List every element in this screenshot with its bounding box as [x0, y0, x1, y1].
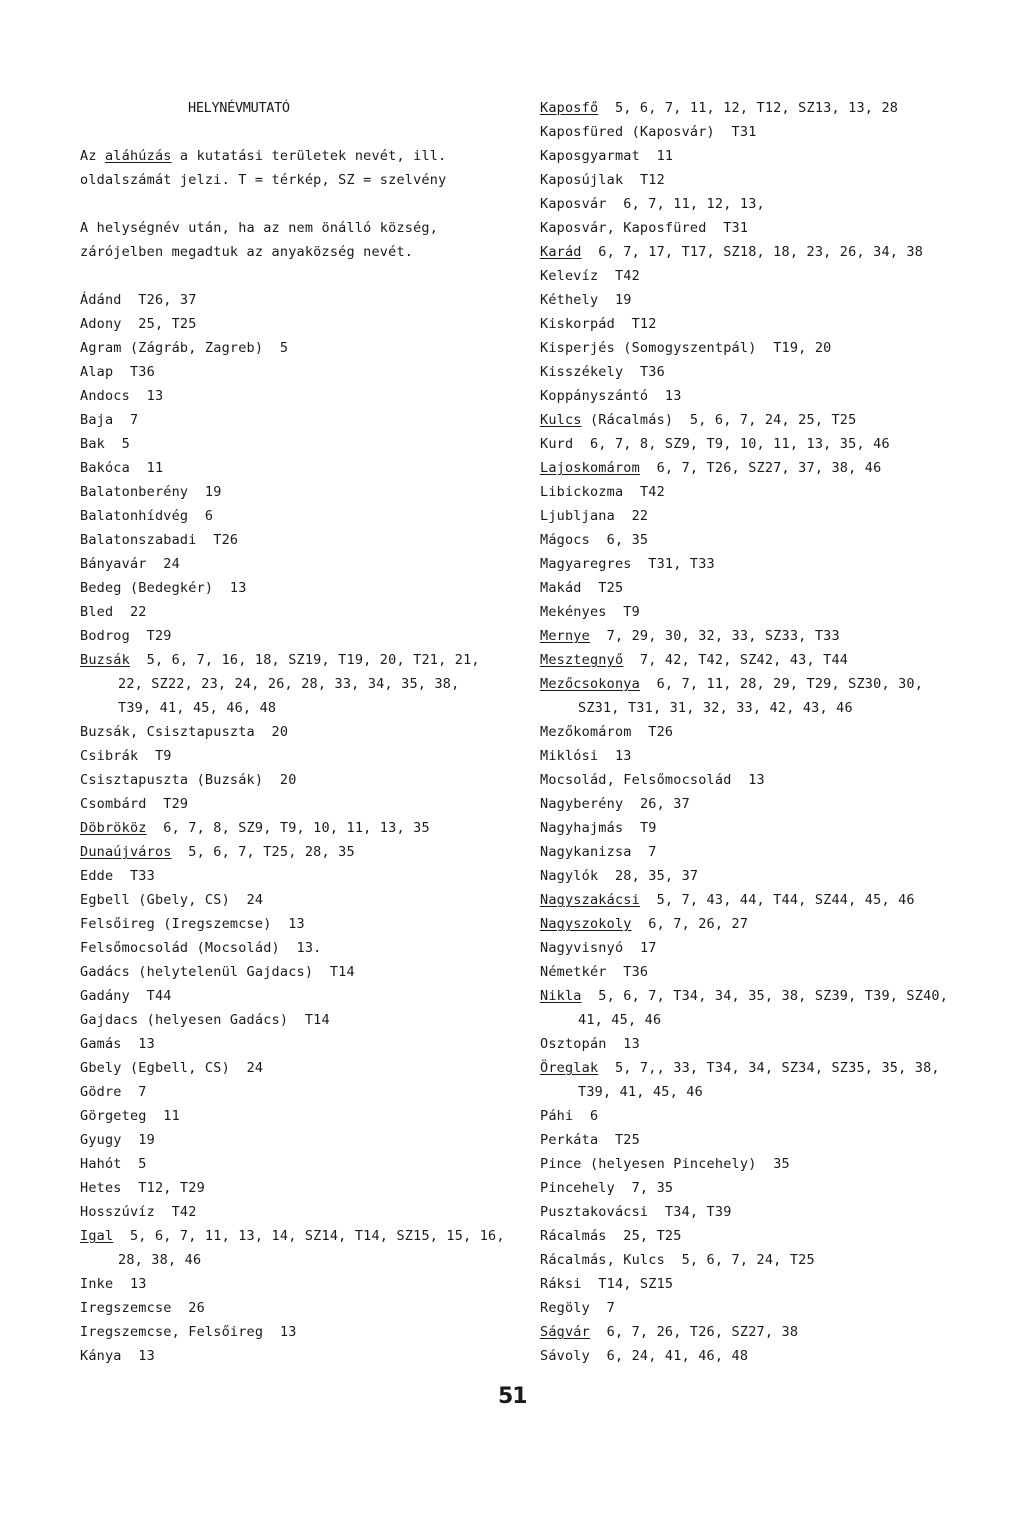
entry-references: 7 [138, 1084, 147, 1100]
index-entry [80, 504, 520, 528]
entry-references: T36 [639, 364, 665, 380]
entry-references: 6, 7, 17, T17, SZ18, 18, 23, 26, 34, 38 [598, 244, 924, 260]
index-entry [80, 1200, 520, 1224]
entry-references: 5, 6, 7, 24, 25, T25 [689, 412, 857, 428]
entry-continuation: 28, 38, 46 [118, 1252, 202, 1268]
entry-references: 7, 35 [631, 1180, 674, 1196]
entry-references: 5 [138, 1156, 147, 1172]
index-entry [80, 1344, 520, 1368]
index-entry [540, 552, 1010, 576]
entry-references: 19 [204, 484, 222, 500]
entry-name: Hahót [80, 1156, 122, 1172]
entry-references: T34, T39 [664, 1204, 732, 1220]
index-entry [540, 1128, 1010, 1152]
index-entry [80, 864, 520, 888]
index-entry [540, 1032, 1010, 1056]
entry-references: T31 [723, 220, 749, 236]
index-entry [540, 1320, 1010, 1344]
right-column [540, 96, 1010, 1368]
entry-name: Karád [540, 244, 582, 260]
entry-references: T14, SZ15 [598, 1276, 674, 1292]
index-entry [540, 864, 1010, 888]
index-entry [80, 1320, 520, 1344]
index-entry [540, 504, 1010, 528]
entry-references: 6, 35 [606, 532, 649, 548]
index-entry [80, 1032, 520, 1056]
index-entry [540, 1152, 1010, 1176]
entry-references: T33 [129, 868, 155, 884]
entry-references: 6, 7, 8, SZ9, T9, 10, 11, 13, 35, 46 [589, 436, 890, 452]
entry-name: Rácalmás, Kulcs [540, 1252, 665, 1268]
entry-name: Magyaregres [540, 556, 632, 572]
index-entry [540, 720, 1010, 744]
entry-references: 26, 37 [639, 796, 690, 812]
entry-name: Gadány [80, 988, 130, 1004]
entry-references: 5, 6, 7, 16, 18, SZ19, T19, 20, T21, 21, [146, 652, 480, 668]
entry-name: Iregszemcse, Felsőireg [80, 1324, 264, 1340]
entry-name: Koppányszántó [540, 388, 649, 404]
entry-name: Kaposvár, Kaposfüred [540, 220, 707, 236]
entry-name: Nagyszokoly [540, 916, 632, 932]
entry-references: 5, 6, 7, T25, 28, 35 [188, 844, 355, 860]
intro-line-3: A helységnév után, ha az nem önálló község, [80, 220, 439, 236]
entry-references: 6, 7, 8, SZ9, T9, 10, 11, 13, 35 [163, 820, 430, 836]
index-entry [540, 288, 1010, 312]
entry-name: Kelevíz [540, 268, 599, 284]
entry-references: 11 [146, 460, 164, 476]
index-entry [540, 816, 1010, 840]
index-entry [80, 1296, 520, 1320]
entry-references: 13 [229, 580, 247, 596]
entry-name: Nagyberény [540, 796, 624, 812]
entry-references: T29 [146, 628, 172, 644]
entry-name: Kaposújlak [540, 172, 624, 188]
index-entry [80, 288, 520, 312]
index-entry [540, 432, 1010, 456]
entry-references: 13 [279, 1324, 297, 1340]
entry-references: 20 [271, 724, 289, 740]
entry-name: Inke [80, 1276, 114, 1292]
entry-continuation: SZ31, T31, 31, 32, 33, 42, 43, 46 [578, 700, 853, 716]
index-entry [540, 96, 1010, 120]
entry-name: Balatonberény [80, 484, 189, 500]
entry-references: 13 [288, 916, 305, 932]
entry-references: 5, 6, 7, 11, 13, 14, SZ14, T14, SZ15, 15, 16, [129, 1228, 505, 1244]
page-number: 51 [498, 1384, 527, 1409]
index-entry [80, 1224, 520, 1248]
index-entry [540, 1248, 1010, 1272]
entry-references: T26 [648, 724, 674, 740]
entry-name: Mesztegnyő [540, 652, 624, 668]
entry-references: T29 [163, 796, 189, 812]
entry-name: Hetes [80, 1180, 122, 1196]
spacer [80, 264, 520, 288]
entry-references: 11 [163, 1108, 180, 1124]
entry-name: Gajdacs (helyesen Gadács) [80, 1012, 289, 1028]
entry-name: Ádánd [80, 292, 122, 308]
entry-references: T44 [146, 988, 172, 1004]
entry-references: 6, 7, 26, 27 [648, 916, 749, 932]
index-entry [540, 648, 1010, 672]
entry-references: 6 [589, 1108, 599, 1124]
entry-references: 6, 7, T26, SZ27, 37, 38, 46 [656, 460, 882, 476]
entry-name: Sávoly [540, 1348, 590, 1364]
index-entry [80, 456, 520, 480]
entry-name: Libickozma [540, 484, 624, 500]
index-entry [80, 600, 520, 624]
entry-name: Pincehely [540, 1180, 615, 1196]
index-entry [80, 1056, 520, 1080]
entry-name: Ráksi [540, 1276, 582, 1292]
index-entry [80, 840, 520, 864]
index-entry [80, 528, 520, 552]
entry-name: Edde [80, 868, 114, 884]
entry-references: 13 [138, 1036, 155, 1052]
entry-references: T42 [639, 484, 665, 500]
entry-references: 13 [614, 748, 632, 764]
entry-references: 24 [246, 892, 264, 908]
index-entry [540, 120, 1010, 144]
entry-name: Felsőmocsolád (Mocsolád) [80, 940, 280, 956]
index-entry [540, 528, 1010, 552]
entry-references: T9 [623, 604, 640, 620]
entry-name: Kánya [80, 1348, 122, 1364]
entry-references: 13 [623, 1036, 640, 1052]
intro-text: Az [80, 148, 105, 164]
index-entry [80, 816, 520, 840]
entry-name: Kéthely [540, 292, 599, 308]
index-entry [540, 264, 1010, 288]
index-entry [540, 168, 1010, 192]
index-entry [540, 1272, 1010, 1296]
entry-references: 5, 7, 43, 44, T44, SZ44, 45, 46 [656, 892, 915, 908]
entry-name: Rácalmás [540, 1228, 607, 1244]
index-entry [540, 456, 1010, 480]
index-entry [540, 624, 1010, 648]
entry-name: Balatonszabadi [80, 532, 197, 548]
entry-name: Bányavár [80, 556, 147, 572]
index-entry [80, 576, 520, 600]
entry-references: 13 [748, 772, 765, 788]
entry-references: 22 [631, 508, 649, 524]
right-index-list [540, 96, 1010, 1368]
index-entry [540, 792, 1010, 816]
index-entry [540, 1224, 1010, 1248]
entry-references: T14 [304, 1012, 330, 1028]
entry-name: Bakóca [80, 460, 130, 476]
entry-name: Bled [80, 604, 114, 620]
entry-references: T26, 37 [138, 292, 197, 308]
entry-name: Dunaújváros [80, 844, 172, 860]
entry-references: 6, 7, 26, T26, SZ27, 38 [606, 1324, 799, 1340]
entry-name: Kaposfő [540, 100, 599, 116]
entry-name: Balatonhídvég [80, 508, 189, 524]
spacer [80, 120, 520, 144]
intro-line-4: zárójelben megadtuk az anyaközség nevét. [80, 244, 414, 260]
index-entry [540, 912, 1010, 936]
entry-references: T9 [639, 820, 657, 836]
index-entry [80, 552, 520, 576]
entry-name: Bedeg (Bedegkér) [80, 580, 214, 596]
index-entry [540, 312, 1010, 336]
entry-name: Alap [80, 364, 114, 380]
entry-name: Kaposfüred (Kaposvár) [540, 124, 715, 140]
entry-references: 13 [146, 388, 164, 404]
entry-name: Csombárd [80, 796, 147, 812]
intro-line-1 [80, 144, 520, 168]
entry-references: 7, 42, T42, SZ42, 43, T44 [639, 652, 849, 668]
index-entry [540, 1344, 1010, 1368]
entry-name: Hosszúvíz [80, 1204, 155, 1220]
index-entry [540, 1056, 1010, 1080]
entry-references: T42 [171, 1204, 197, 1220]
entry-name: Gödre [80, 1084, 122, 1100]
index-entry [80, 960, 520, 984]
index-entry [80, 384, 520, 408]
entry-name: Kaposgyarmat [540, 148, 640, 164]
index-entry [540, 384, 1010, 408]
entry-name: Gamás [80, 1036, 122, 1052]
entry-references: T9 [154, 748, 172, 764]
index-entry [80, 312, 520, 336]
index-entry [540, 888, 1010, 912]
index-entry [540, 1200, 1010, 1224]
entry-references: T42 [614, 268, 640, 284]
index-entry [80, 360, 520, 384]
index-entry [540, 672, 1010, 696]
entry-references: T31, T33 [648, 556, 715, 572]
entry-references: 6 [204, 508, 214, 524]
entry-name: Mezőkomárom [540, 724, 632, 740]
entry-references: T31 [731, 124, 757, 140]
entry-references: 6, 7, 11, 12, 13, [623, 196, 765, 212]
entry-references: 24 [246, 1060, 264, 1076]
entry-references: 17 [639, 940, 657, 956]
entry-references: 11 [656, 148, 674, 164]
index-entry [80, 792, 520, 816]
entry-name: Miklósi [540, 748, 599, 764]
index-entry [80, 1008, 520, 1032]
left-index-list [80, 288, 520, 1368]
entry-name: Regöly [540, 1300, 590, 1316]
entry-references: 5, 7,, 33, T34, 34, SZ34, SZ35, 35, 38, [614, 1060, 940, 1076]
entry-references: 24 [163, 556, 180, 572]
index-entry [80, 720, 520, 744]
entry-references: T14 [329, 964, 355, 980]
index-entry [540, 984, 1010, 1008]
entry-references: 20 [279, 772, 297, 788]
entry-name: Kurd [540, 436, 574, 452]
spacer [80, 192, 520, 216]
entry-name: Andocs [80, 388, 130, 404]
entry-name: Pince (helyesen Pincehely) [540, 1156, 757, 1172]
entry-name: Kisperjés (Somogyszentpál) [540, 340, 757, 356]
entry-references: 25, T25 [623, 1228, 682, 1244]
entry-references: 7 [648, 844, 657, 860]
index-entry [540, 1176, 1010, 1200]
index-entry [540, 600, 1010, 624]
entry-name: Igal [80, 1228, 114, 1244]
entry-name: Mekényes [540, 604, 607, 620]
entry-references: 13 [138, 1348, 155, 1364]
entry-continuation: T39, 41, 45, 46, 48 [118, 700, 277, 716]
entry-name: Iregszemcse [80, 1300, 172, 1316]
index-entry [80, 1176, 520, 1200]
index-entry [540, 768, 1010, 792]
entry-name: Adony [80, 316, 122, 332]
index-entry [540, 240, 1010, 264]
index-entry [80, 1104, 520, 1128]
index-entry [540, 144, 1010, 168]
index-entry [80, 624, 520, 648]
entry-name: Gadács (helytelenül Gajdacs) [80, 964, 314, 980]
entry-references: 13. [296, 940, 322, 956]
entry-references: 35 [773, 1156, 790, 1172]
intro-underlined-word: aláhúzás [104, 148, 172, 164]
entry-references: 5, 6, 7, 11, 12, T12, SZ13, 13, 28 [614, 100, 899, 116]
entry-references: 19 [614, 292, 632, 308]
entry-name: Nagyvisnyó [540, 940, 624, 956]
entry-references: 7 [129, 412, 139, 428]
index-entry [80, 1152, 520, 1176]
index-entry [80, 936, 520, 960]
index-entry [80, 1128, 520, 1152]
entry-name: Mágocs [540, 532, 590, 548]
entry-continuation: T39, 41, 45, 46 [578, 1084, 703, 1100]
entry-name: Németkér [540, 964, 607, 980]
index-entry [540, 960, 1010, 984]
entry-name: Ljubljana [540, 508, 615, 524]
entry-name: Kulcs [540, 412, 582, 428]
index-entry [540, 360, 1010, 384]
entry-name: Öreglak [540, 1060, 599, 1076]
index-entry [80, 744, 520, 768]
entry-name: Mezőcsokonya [540, 676, 640, 692]
entry-references: 25, T25 [138, 316, 197, 332]
index-entry [80, 1272, 520, 1296]
entry-name: Döbrököz [80, 820, 147, 836]
entry-name: Mocsolád, Felsőmocsolád [540, 772, 732, 788]
entry-references: 26 [188, 1300, 205, 1316]
entry-references: 28, 35, 37 [614, 868, 699, 884]
entry-references: 6, 24, 41, 46, 48 [606, 1348, 749, 1364]
index-entry [540, 192, 1010, 216]
entry-name: Kiskorpád [540, 316, 615, 332]
entry-name: Felsőireg (Iregszemcse) [80, 916, 272, 932]
entry-continuation: 41, 45, 46 [578, 1012, 662, 1028]
entry-name: Osztopán [540, 1036, 607, 1052]
intro-line-2: oldalszámát jelzi. T = térkép, SZ = szelvény [80, 172, 447, 188]
entry-name: Gyugy [80, 1132, 122, 1148]
entry-references: T12 [639, 172, 665, 188]
entry-references: T36 [623, 964, 649, 980]
entry-references: T26 [213, 532, 239, 548]
index-entry [80, 888, 520, 912]
entry-name: Pusztakovácsi [540, 1204, 649, 1220]
entry-name: Agram (Zágráb, Zagreb) [80, 340, 264, 356]
entry-references: 7, 29, 30, 32, 33, SZ33, T33 [606, 628, 840, 644]
index-entry [540, 480, 1010, 504]
index-entry [540, 1104, 1010, 1128]
index-entry [540, 744, 1010, 768]
entry-references: 6, 7, 11, 28, 29, T29, SZ30, 30, [656, 676, 924, 692]
entry-name: Kisszékely [540, 364, 624, 380]
entry-references: 5, 6, 7, 24, T25 [681, 1252, 815, 1268]
entry-name: Mernye [540, 628, 590, 644]
index-entry [80, 480, 520, 504]
entry-references: T12 [631, 316, 657, 332]
entry-name: Görgeteg [80, 1108, 147, 1124]
entry-name: Páhi [540, 1108, 574, 1124]
index-entry [80, 912, 520, 936]
entry-references: 5 [279, 340, 289, 356]
entry-name: Kaposvár [540, 196, 607, 212]
entry-name: Nagyszakácsi [540, 892, 640, 908]
index-entry [540, 936, 1010, 960]
entry-references: T25 [614, 1132, 640, 1148]
entry-references: 13 [664, 388, 682, 404]
index-entry [80, 408, 520, 432]
entry-name: Nikla [540, 988, 582, 1004]
index-entry [80, 432, 520, 456]
entry-references: 5 [121, 436, 130, 452]
entry-references: T25 [598, 580, 624, 596]
index-entry [80, 648, 520, 672]
entry-name: Csibrák [80, 748, 139, 764]
entry-name: Baja [80, 412, 114, 428]
entry-references: T12, T29 [138, 1180, 205, 1196]
entry-references: 5, 6, 7, T34, 34, 35, 38, SZ39, T39, SZ40, [598, 988, 949, 1004]
entry-continuation: 22, SZ22, 23, 24, 26, 28, 33, 34, 35, 38, [118, 676, 460, 692]
entry-references: 22 [129, 604, 147, 620]
index-title: HELYNÉVMUTATÓ [188, 100, 290, 116]
entry-references: T36 [129, 364, 155, 380]
index-entry [540, 408, 1010, 432]
entry-name: Bak [80, 436, 105, 452]
entry-references: 13 [129, 1276, 147, 1292]
entry-references: T19, 20 [773, 340, 832, 356]
intro-text: a kutatási területek nevét, ill. [171, 148, 447, 164]
index-entry [80, 768, 520, 792]
entry-name: Bodrog [80, 628, 130, 644]
entry-name: Buzsák [80, 652, 130, 668]
index-entry [540, 840, 1010, 864]
entry-references: 19 [138, 1132, 155, 1148]
entry-qualifier: (Rácalmás) [589, 412, 674, 428]
index-entry [540, 216, 1010, 240]
left-column [80, 96, 520, 1368]
entry-name: Perkáta [540, 1132, 599, 1148]
entry-name: Makád [540, 580, 582, 596]
entry-name: Nagyhajmás [540, 820, 624, 836]
entry-name: Gbely (Egbell, CS) [80, 1060, 230, 1076]
index-entry [540, 336, 1010, 360]
entry-name: Nagykanizsa [540, 844, 632, 860]
index-entry [80, 336, 520, 360]
index-entry [80, 984, 520, 1008]
index-entry [80, 1080, 520, 1104]
entry-name: Nagylók [540, 868, 599, 884]
entry-name: Buzsák, Csisztapuszta [80, 724, 255, 740]
index-entry [540, 1296, 1010, 1320]
entry-references: 7 [606, 1300, 615, 1316]
index-entry [540, 576, 1010, 600]
entry-name: Csisztapuszta (Buzsák) [80, 772, 264, 788]
entry-name: Ságvár [540, 1324, 590, 1340]
entry-name: Egbell (Gbely, CS) [80, 892, 230, 908]
entry-name: Lajoskomárom [540, 460, 640, 476]
